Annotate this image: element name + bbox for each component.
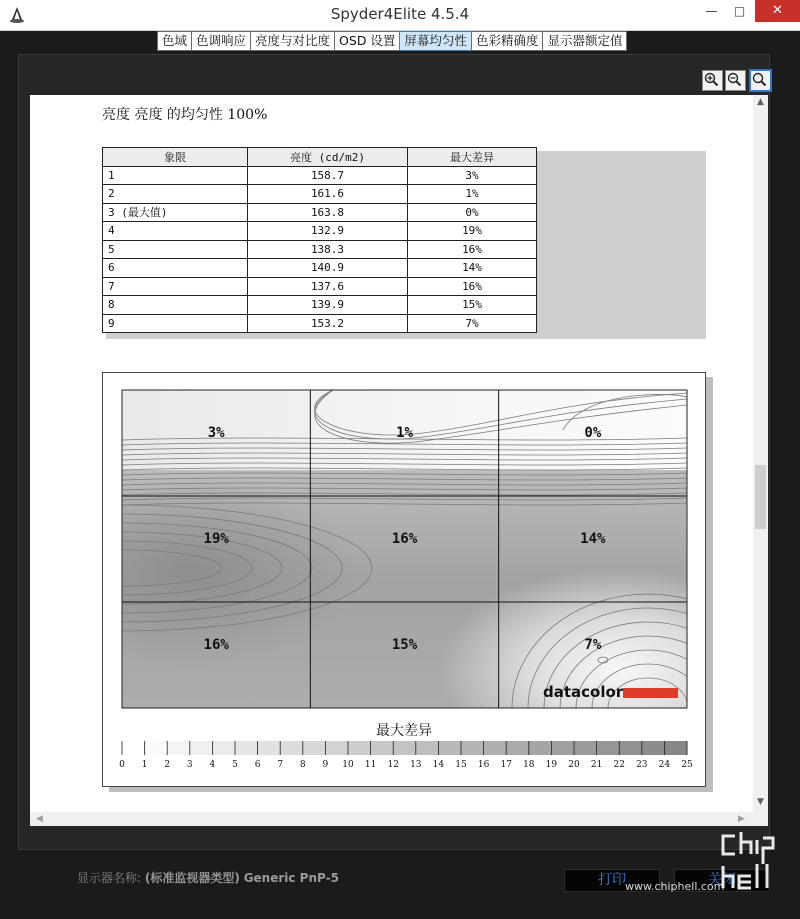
scale-swatch xyxy=(438,741,461,755)
scale-swatch xyxy=(642,741,665,755)
scroll-right-icon[interactable]: ▶ xyxy=(738,814,745,824)
title-bar xyxy=(0,0,800,31)
scale-swatch xyxy=(122,741,145,755)
scale-swatch xyxy=(167,741,190,755)
scroll-left-icon[interactable]: ◀ xyxy=(36,814,43,824)
cell-quadrant: 1 xyxy=(103,166,248,185)
cell-quadrant: 2 xyxy=(103,185,248,204)
zoom-fit-button[interactable] xyxy=(749,69,772,92)
tab-display-rating[interactable]: 显示器额定值 xyxy=(542,31,627,51)
scale-swatch xyxy=(574,741,597,755)
scale-tick-label: 6 xyxy=(254,760,261,770)
cell-luminance: 153.2 xyxy=(248,314,408,333)
scale-tick-label: 1 xyxy=(141,760,148,770)
cell-difference-label: 16% xyxy=(391,531,418,547)
zoom-out-icon xyxy=(727,72,742,87)
scale-swatch xyxy=(190,741,213,755)
table-row xyxy=(103,203,537,222)
scale-tick-label: 5 xyxy=(232,760,238,770)
display-name-label xyxy=(77,869,339,886)
print-button[interactable]: 打印 xyxy=(564,869,660,892)
scale-swatch xyxy=(258,741,281,755)
display-type: (标准监视器类型) xyxy=(144,871,240,885)
cell-quadrant: 9 xyxy=(103,314,248,333)
scale-swatch xyxy=(664,741,687,755)
cell-difference-label: 1% xyxy=(396,425,413,441)
report-title: 亮度 亮度 的均匀性 100% xyxy=(102,107,268,123)
scale-tick-label: 22 xyxy=(613,760,625,770)
tab-color-accuracy[interactable]: 色彩精确度 xyxy=(471,31,544,51)
scale-tick-label: 21 xyxy=(590,760,603,770)
table-row xyxy=(103,296,537,315)
scroll-down-icon[interactable]: ▼ xyxy=(757,797,764,807)
brand-logo: datacolor xyxy=(543,683,624,701)
maximize-icon: □ xyxy=(733,4,746,18)
tab-brightness-contrast[interactable]: 亮度与对比度 xyxy=(250,31,335,51)
cell-quadrant: 5 xyxy=(103,240,248,259)
cell-difference: 7% xyxy=(408,314,537,333)
window-title: Spyder4Elite 4.5.4 xyxy=(330,5,470,23)
chiphell-watermark-logo xyxy=(715,830,775,906)
tab-screen-uniformity[interactable]: 屏幕均匀性 xyxy=(399,31,472,51)
scale-swatch xyxy=(212,741,235,755)
scale-swatch xyxy=(597,741,620,755)
tab-osd-settings[interactable]: OSD 设置 xyxy=(334,31,400,51)
scale-label: 最大差异 xyxy=(376,723,432,739)
cell-luminance: 140.9 xyxy=(248,259,408,278)
minimize-button[interactable] xyxy=(698,0,725,22)
cell-difference-label: 16% xyxy=(203,637,229,653)
scroll-corner xyxy=(753,812,768,826)
close-window-button[interactable] xyxy=(755,0,800,22)
scale-swatch xyxy=(325,741,348,755)
scale-tick-label: 2 xyxy=(164,760,171,770)
watermark-url: www.chiphell.com xyxy=(625,880,725,893)
display-model: Generic PnP-5 xyxy=(243,871,339,885)
table-row xyxy=(103,185,537,204)
cell-luminance: 132.9 xyxy=(248,222,408,241)
cell-difference: 16% xyxy=(408,277,537,296)
table-header-row xyxy=(103,148,537,167)
scale-swatch xyxy=(619,741,642,755)
scale-tick-label: 9 xyxy=(322,760,329,770)
horizontal-scrollbar[interactable] xyxy=(30,812,753,826)
tab-bar xyxy=(157,31,626,51)
scale-swatch xyxy=(461,741,484,755)
cell-quadrant: 3 (最大值) xyxy=(103,203,248,222)
cell-difference-label: 7% xyxy=(584,637,602,653)
scale-tick-label: 4 xyxy=(209,760,216,770)
zoom-out-button[interactable] xyxy=(725,70,746,91)
scale-tick-label: 8 xyxy=(299,760,306,770)
cell-difference: 0% xyxy=(408,203,537,222)
vertical-scroll-thumb[interactable] xyxy=(755,465,766,529)
scale-swatch xyxy=(393,741,416,755)
cell-luminance: 139.9 xyxy=(248,296,408,315)
scale-tick-label: 24 xyxy=(658,760,671,770)
scale-tick-label: 12 xyxy=(387,760,399,770)
uniformity-table xyxy=(102,147,537,333)
cell-luminance: 163.8 xyxy=(248,203,408,222)
scale-tick-label: 25 xyxy=(681,760,693,770)
cell-difference-label: 14% xyxy=(580,531,606,547)
tab-tone-response[interactable]: 色调响应 xyxy=(191,31,251,51)
uniformity-chart-box xyxy=(102,372,706,787)
cell-quadrant: 7 xyxy=(103,277,248,296)
scale-swatch xyxy=(484,741,507,755)
zoom-in-button[interactable] xyxy=(702,70,723,91)
header-max-difference: 最大差异 xyxy=(408,148,537,167)
table-row xyxy=(103,314,537,333)
cell-difference: 1% xyxy=(408,185,537,204)
scale-tick-label: 0 xyxy=(119,760,125,770)
header-quadrant: 象限 xyxy=(103,148,248,167)
scale-swatch xyxy=(371,741,394,755)
close-icon: ✕ xyxy=(772,3,783,18)
zoom-in-icon xyxy=(704,72,719,87)
scale-swatch xyxy=(280,741,303,755)
table-row xyxy=(103,222,537,241)
cell-luminance: 138.3 xyxy=(248,240,408,259)
cell-difference-label: 19% xyxy=(203,531,229,547)
table-row xyxy=(103,166,537,185)
scroll-up-icon[interactable]: ▲ xyxy=(757,97,764,107)
cell-difference: 15% xyxy=(408,296,537,315)
scale-swatch xyxy=(529,741,552,755)
table-row xyxy=(103,277,537,296)
scale-swatch xyxy=(551,741,574,755)
cell-quadrant: 4 xyxy=(103,222,248,241)
scale-tick-label: 20 xyxy=(568,760,580,770)
display-label: 显示器名称: xyxy=(77,871,142,885)
minimize-icon: — xyxy=(705,4,718,18)
cell-difference-label: 3% xyxy=(207,425,225,441)
cell-difference-label: 0% xyxy=(584,425,602,441)
cell-difference-label: 15% xyxy=(391,637,418,653)
scale-tick-label: 23 xyxy=(636,760,648,770)
close-button[interactable]: 关闭 xyxy=(674,869,770,892)
scale-tick-label: 3 xyxy=(186,760,193,770)
vertical-scrollbar[interactable] xyxy=(753,95,768,812)
table-row xyxy=(103,259,537,278)
brand-bar xyxy=(623,688,678,698)
scale-swatch xyxy=(145,741,168,755)
scale-swatch xyxy=(506,741,529,755)
cell-luminance: 158.7 xyxy=(248,166,408,185)
cell-quadrant: 6 xyxy=(103,259,248,278)
scale-swatch xyxy=(348,741,371,755)
table-row xyxy=(103,240,537,259)
scale-tick-label: 18 xyxy=(523,760,535,770)
scale-tick-label: 19 xyxy=(545,760,558,770)
scale-swatch xyxy=(303,741,326,755)
uniformity-heatmap xyxy=(103,373,705,786)
cell-quadrant: 8 xyxy=(103,296,248,315)
scale-tick-label: 15 xyxy=(455,760,467,770)
scale-tick-label: 16 xyxy=(477,760,490,770)
tab-gamut[interactable]: 色域 xyxy=(157,31,192,51)
scale-swatch xyxy=(416,741,439,755)
cell-luminance: 161.6 xyxy=(248,185,408,204)
scale-swatch xyxy=(235,741,258,755)
cell-difference: 16% xyxy=(408,240,537,259)
scale-tick-label: 7 xyxy=(277,760,284,770)
cell-difference: 14% xyxy=(408,259,537,278)
report-viewport[interactable] xyxy=(30,95,753,812)
cell-difference: 3% xyxy=(408,166,537,185)
scale-tick-label: 11 xyxy=(364,760,377,770)
maximize-button[interactable] xyxy=(726,0,753,22)
scale-tick-label: 17 xyxy=(500,760,512,770)
cell-luminance: 137.6 xyxy=(248,277,408,296)
zoom-fit-icon xyxy=(752,72,767,87)
scale-tick-label: 13 xyxy=(410,760,422,770)
cell-difference: 19% xyxy=(408,222,537,241)
header-luminance: 亮度 (cd/m2) xyxy=(248,148,408,167)
scale-tick-label: 10 xyxy=(342,760,354,770)
scale-tick-label: 14 xyxy=(432,760,445,770)
